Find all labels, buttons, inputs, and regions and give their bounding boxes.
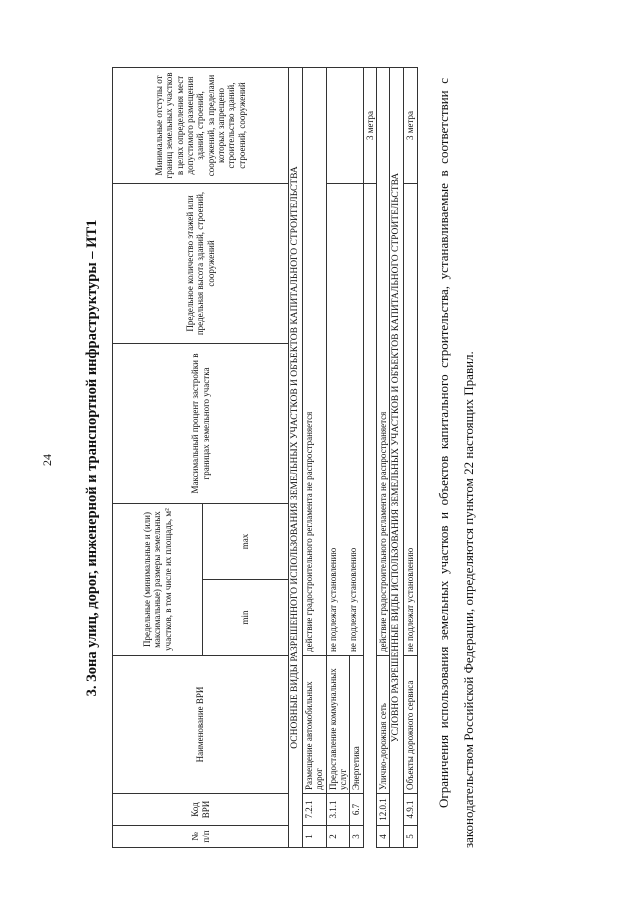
header-floors: Предельное количество этажей или предельная высота зданий, строений, сооружений bbox=[113, 184, 289, 344]
regulations-table bbox=[112, 67, 418, 848]
row4-name: Улично-дорожная сеть bbox=[376, 656, 389, 794]
section-conditional-row bbox=[390, 68, 404, 848]
section-main-title: ОСНОВНЫЕ ВИДЫ РАЗРЕШЕННОГО ИСПОЛЬЗОВАНИЯ ЗЕМЕЛЬНЫХ УЧАСТКОВ И ОБЪЕКТОВ КАПИТАЛЬНОГО СТРОИТЕЛЬСТВА bbox=[289, 68, 303, 848]
zone-heading: 3. Зона улиц, дорог, инженерной и транспортной инфраструктуры – ИТ1 bbox=[84, 219, 100, 697]
header-name: Наименование ВРИ bbox=[113, 656, 289, 794]
table-row bbox=[404, 68, 417, 848]
section-conditional-title: УСЛОВНО РАЗРЕШЕННЫЕ ВИДЫ ИСПОЛЬЗОВАНИЯ ЗЕМЕЛЬНЫХ УЧАСТКОВ И ОБЪЕКТОВ КАПИТАЛЬНОГО СТРОИТЕЛЬСТВА bbox=[390, 68, 404, 848]
row4-value: действие градостроительного регламента не распространяется bbox=[376, 68, 389, 656]
row1-value: действие градостроительного регламента не распространяется bbox=[302, 68, 326, 656]
restrictions-note: Ограничения использования земельных участков и объектов капитального строительства, устанавливаемые в соответствии с законодательством Российской Федерации, определяются пунктом 22 настоящих Правил. bbox=[436, 78, 476, 848]
row2-value bbox=[326, 184, 363, 656]
header-size: Предельные (минимальные и (или) максимальные) размеры земельных участков, в том числе их площадь, м² bbox=[113, 504, 203, 656]
row3-value-text: не подлежат установлению bbox=[348, 547, 359, 652]
row5-value: не подлежат установлению bbox=[404, 184, 417, 656]
row3-num: 3 bbox=[350, 826, 363, 848]
header-percent: Максимальный процент застройки в границах земельного участка bbox=[113, 344, 289, 504]
table-row bbox=[326, 68, 350, 848]
header-max: max bbox=[203, 504, 289, 580]
row3-name: Энергетика bbox=[350, 656, 363, 794]
section-main-row bbox=[289, 68, 303, 848]
row2-code: 3.1.1 bbox=[326, 794, 350, 826]
row2-name: Предоставление коммунальных услуг bbox=[326, 656, 350, 794]
header-setback: Минимальные отступы от границ земельных участков в целях определения мест допустимого размещения зданий, строений, сооружений, за пределами которых запрещено строительство зданий, строений, сооружений bbox=[113, 68, 289, 184]
row5-name: Объекты дорожного сервиса bbox=[404, 656, 417, 794]
table-header-row bbox=[113, 68, 203, 848]
header-min: min bbox=[203, 580, 289, 656]
table-row bbox=[376, 68, 389, 848]
row2-num: 2 bbox=[326, 826, 350, 848]
row3-setback: 3 метра bbox=[363, 68, 376, 184]
row3-code: 6.7 bbox=[350, 794, 363, 826]
row4-num: 4 bbox=[376, 826, 389, 848]
row1-code: 7.2.1 bbox=[302, 794, 326, 826]
row5-num: 5 bbox=[404, 826, 417, 848]
table-row bbox=[363, 68, 376, 848]
row2-value-text: не подлежат установлению bbox=[327, 547, 338, 652]
table-row bbox=[302, 68, 326, 848]
header-num: № п/п bbox=[113, 826, 289, 848]
row5-setback: 3 метра bbox=[404, 68, 417, 184]
row2-setback bbox=[326, 68, 363, 184]
header-code: Код ВРИ bbox=[113, 794, 289, 826]
page-number: 24 bbox=[40, 454, 54, 466]
row1-num: 1 bbox=[302, 826, 326, 848]
row5-code: 4.9.1 bbox=[404, 794, 417, 826]
row4-code: 12.0.1 bbox=[376, 794, 389, 826]
row1-name: Размещение автомобильных дорог bbox=[302, 656, 326, 794]
rotated-landscape-content bbox=[40, 68, 600, 858]
